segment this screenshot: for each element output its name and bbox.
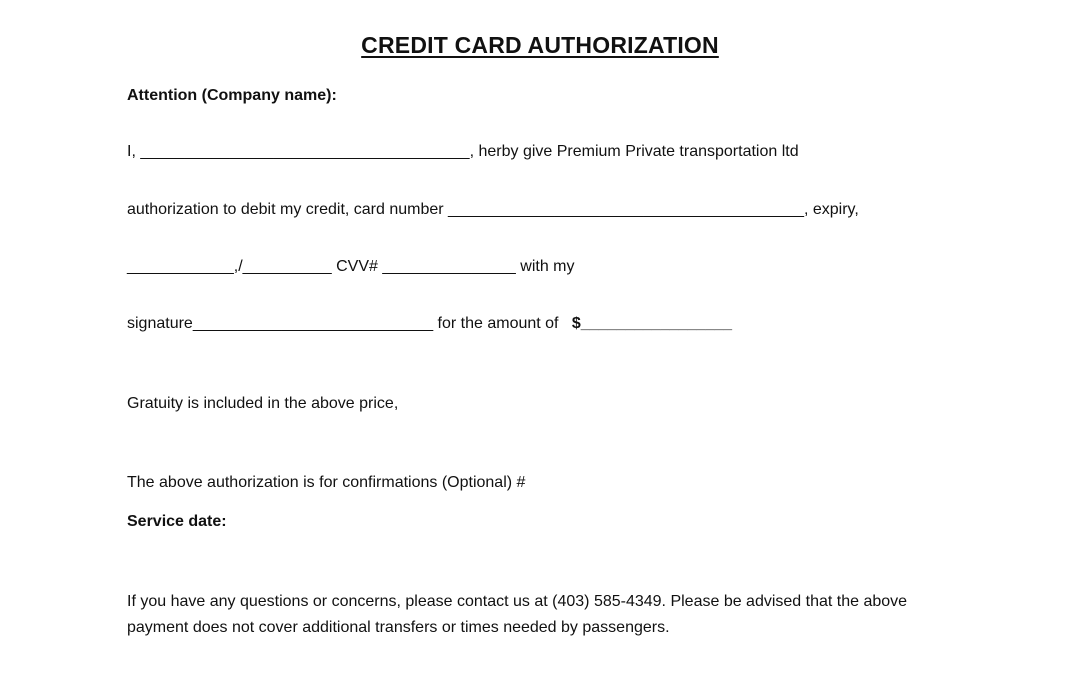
authorization-line-card bbox=[127, 200, 859, 220]
name-blank-field[interactable]: _____________________________________ bbox=[135, 143, 470, 160]
expiry-suffix: with my bbox=[515, 258, 575, 275]
gratuity-note: Gratuity is included in the above price, bbox=[127, 395, 399, 412]
cvv-label: CVV# bbox=[331, 258, 383, 275]
authorization-line-name bbox=[127, 142, 799, 162]
attention-label: Attention (Company name): bbox=[127, 87, 337, 104]
cvv-blank-field[interactable]: _______________ bbox=[382, 258, 516, 275]
card-suffix: , expiry, bbox=[803, 201, 859, 218]
amount-label: for the amount of bbox=[433, 315, 572, 332]
signature-blank-field[interactable]: ___________________________ bbox=[192, 315, 434, 332]
name-prefix: I, bbox=[127, 143, 136, 160]
signature-prefix: signature bbox=[127, 315, 193, 332]
expiry-separator: ,/ bbox=[233, 258, 243, 275]
authorization-line-signature bbox=[127, 314, 732, 334]
amount-blank-field[interactable]: $_________________ bbox=[571, 315, 733, 332]
name-suffix: , herby give Premium Private transportation ltd bbox=[469, 143, 799, 160]
authorization-line-expiry bbox=[127, 257, 575, 277]
expiry-month-blank-field[interactable]: ____________ bbox=[127, 258, 234, 275]
page-title: CREDIT CARD AUTHORIZATION bbox=[361, 32, 719, 58]
contact-paragraph: If you have any questions or concerns, please contact us at (403) 585-4349. Please be advised that the above payment does not cover additional transfers or times needed by passengers. bbox=[127, 593, 908, 636]
confirmation-line: The above authorization is for confirmations (Optional) # bbox=[127, 474, 526, 491]
card-prefix: authorization to debit my credit, card number bbox=[127, 201, 449, 218]
expiry-year-blank-field[interactable]: __________ bbox=[242, 258, 332, 275]
service-date-label: Service date: bbox=[127, 513, 227, 530]
card-number-blank-field[interactable]: ________________________________________ bbox=[448, 201, 804, 218]
